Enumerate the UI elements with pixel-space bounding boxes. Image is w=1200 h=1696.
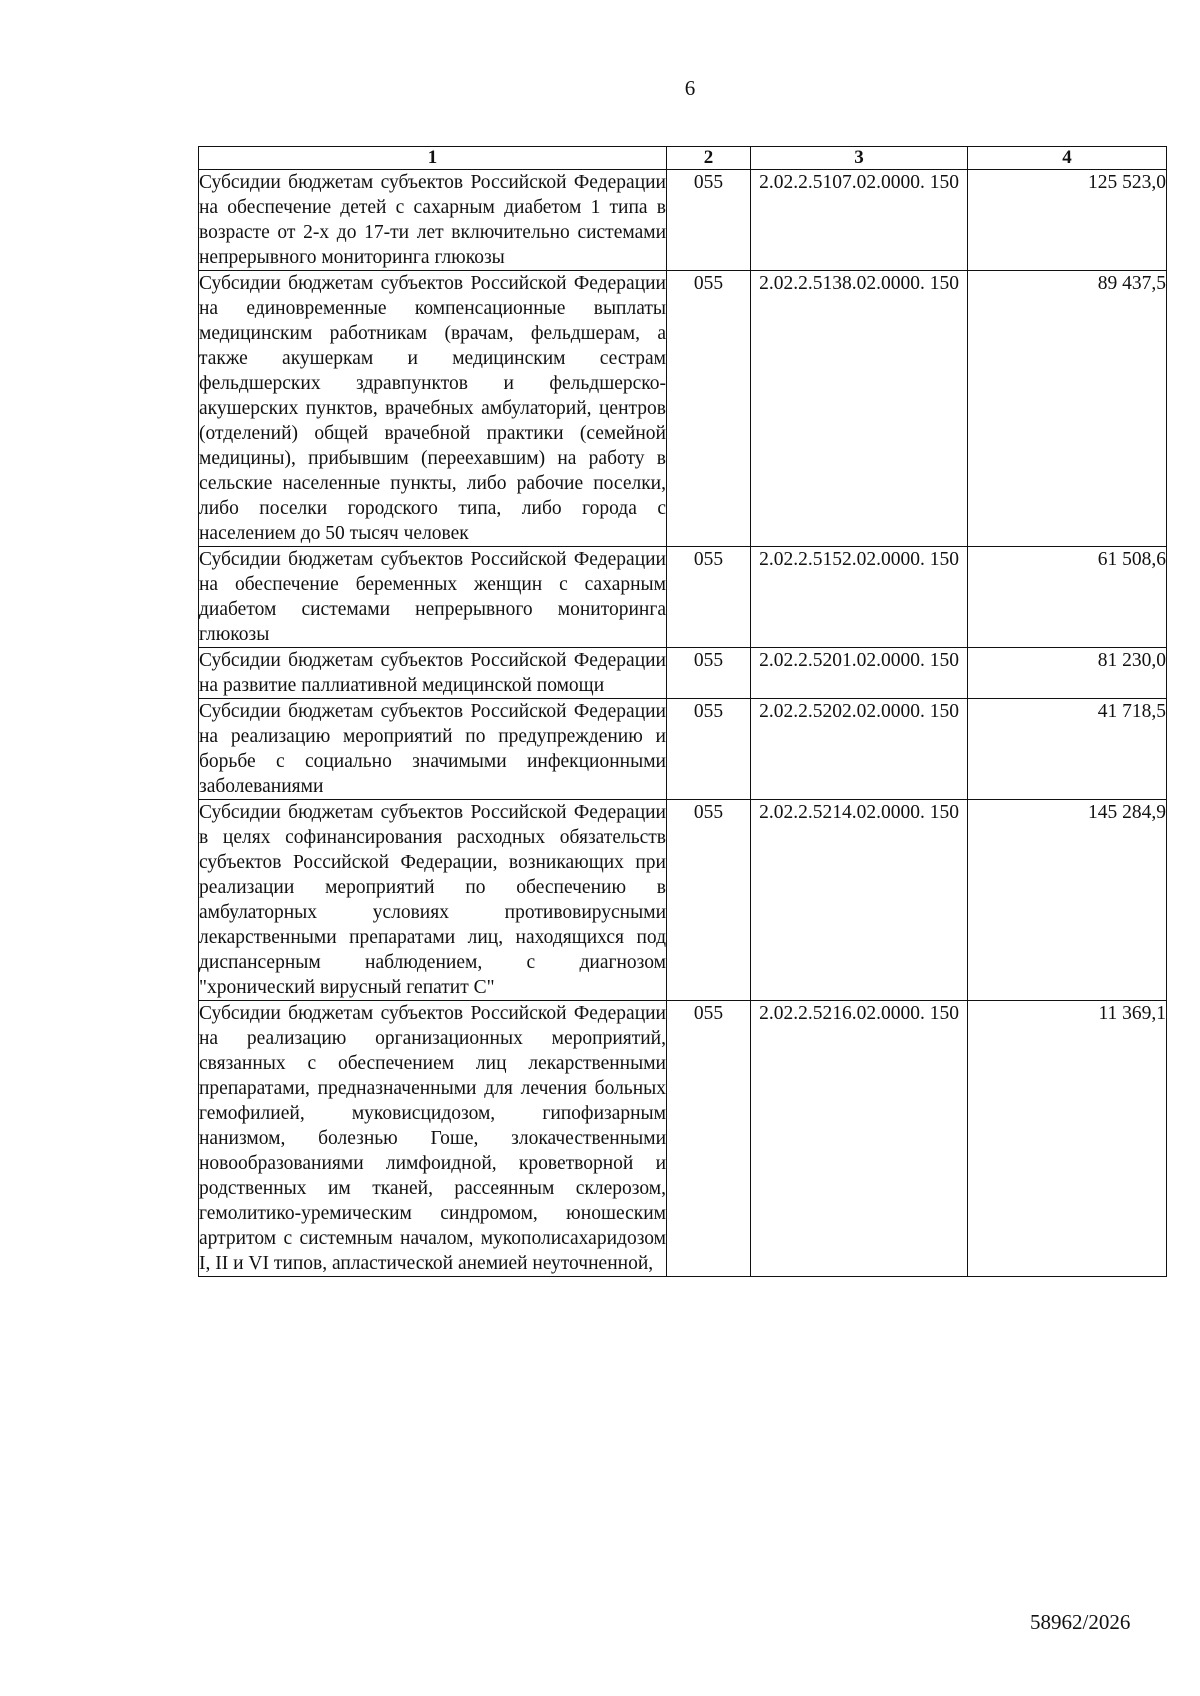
column-header-2: 2	[667, 147, 751, 170]
row-budget-code: 2.02.2.5107.02.0000. 150	[751, 170, 968, 271]
row-amount: 11 369,1	[968, 1001, 1167, 1277]
table-row	[199, 271, 1167, 547]
row-admin-code: 055	[667, 170, 751, 271]
row-budget-code: 2.02.2.5202.02.0000. 150	[751, 699, 968, 800]
row-budget-code: 2.02.2.5152.02.0000. 150	[751, 547, 968, 648]
row-description: Субсидии бюджетам субъектов Российской Федерации на единовременные компенсационные выплаты медицинским работникам (врачам, фельдшерам, а также акушеркам и медицинским сестрам фельдшерских здравпунктов и фельдшерско-акушерских пунктов, врачебных амбулаторий, центров (отделений) общей врачебной практики (семейной медицины), прибывшим (переехавшим) на работу в сельские населенные пункты, либо рабочие поселки, либо поселки городского типа, либо города с населением до 50 тысяч человек	[199, 271, 667, 547]
column-header-4: 4	[968, 147, 1167, 170]
column-header-3: 3	[751, 147, 968, 170]
row-admin-code: 055	[667, 1001, 751, 1277]
row-description: Субсидии бюджетам субъектов Российской Федерации на реализацию организационных мероприятий, связанных с обеспечением лиц лекарственными препаратами, предназначенными для лечения больных гемофилией, муковисцидозом, гипофизарным нанизмом, болезнью Гоше, злокачественными новообразованиями лимфоидной, кроветворной и родственных им тканей, рассеянным склерозом, гемолитико-уремическим синдромом, юношеским артритом с системным началом, мукополисахаридозом I, II и VI типов, апластической анемией неуточненной,	[199, 1001, 667, 1277]
row-amount: 145 284,9	[968, 800, 1167, 1001]
table-row	[199, 648, 1167, 699]
table-row	[199, 1001, 1167, 1277]
row-budget-code: 2.02.2.5214.02.0000. 150	[751, 800, 968, 1001]
table-row	[199, 800, 1167, 1001]
table-header-row	[199, 147, 1167, 170]
row-amount: 81 230,0	[968, 648, 1167, 699]
row-budget-code: 2.02.2.5216.02.0000. 150	[751, 1001, 968, 1277]
table-row	[199, 547, 1167, 648]
row-admin-code: 055	[667, 547, 751, 648]
budget-table	[198, 146, 1167, 1277]
row-budget-code: 2.02.2.5138.02.0000. 150	[751, 271, 968, 547]
row-description: Субсидии бюджетам субъектов Российской Федерации на развитие паллиативной медицинской помощи	[199, 648, 667, 699]
document-id: 58962/2026	[1030, 1610, 1131, 1634]
row-description: Субсидии бюджетам субъектов Российской Федерации на обеспечение детей с сахарным диабетом 1 типа в возрасте от 2-х до 17-ти лет включительно системами непрерывного мониторинга глюкозы	[199, 170, 667, 271]
row-admin-code: 055	[667, 271, 751, 547]
row-amount: 89 437,5	[968, 271, 1167, 547]
table-row	[199, 699, 1167, 800]
row-description: Субсидии бюджетам субъектов Российской Федерации на обеспечение беременных женщин с сахарным диабетом системами непрерывного мониторинга глюкозы	[199, 547, 667, 648]
row-description: Субсидии бюджетам субъектов Российской Федерации на реализацию мероприятий по предупреждению и борьбе с социально значимыми инфекционными заболеваниями	[199, 699, 667, 800]
row-amount: 61 508,6	[968, 547, 1167, 648]
row-budget-code: 2.02.2.5201.02.0000. 150	[751, 648, 968, 699]
row-admin-code: 055	[667, 648, 751, 699]
row-amount: 41 718,5	[968, 699, 1167, 800]
row-amount: 125 523,0	[968, 170, 1167, 271]
column-header-1: 1	[199, 147, 667, 170]
row-admin-code: 055	[667, 800, 751, 1001]
row-description: Субсидии бюджетам субъектов Российской Федерации в целях софинансирования расходных обязательств субъектов Российской Федерации, возникающих при реализации мероприятий по обеспечению в амбулаторных условиях противовирусными лекарственными препаратами лиц, находящихся под диспансерным наблюдением, с диагнозом "хронический вирусный гепатит С"	[199, 800, 667, 1001]
row-admin-code: 055	[667, 699, 751, 800]
page-number: 6	[684, 76, 696, 100]
table-row	[199, 170, 1167, 271]
